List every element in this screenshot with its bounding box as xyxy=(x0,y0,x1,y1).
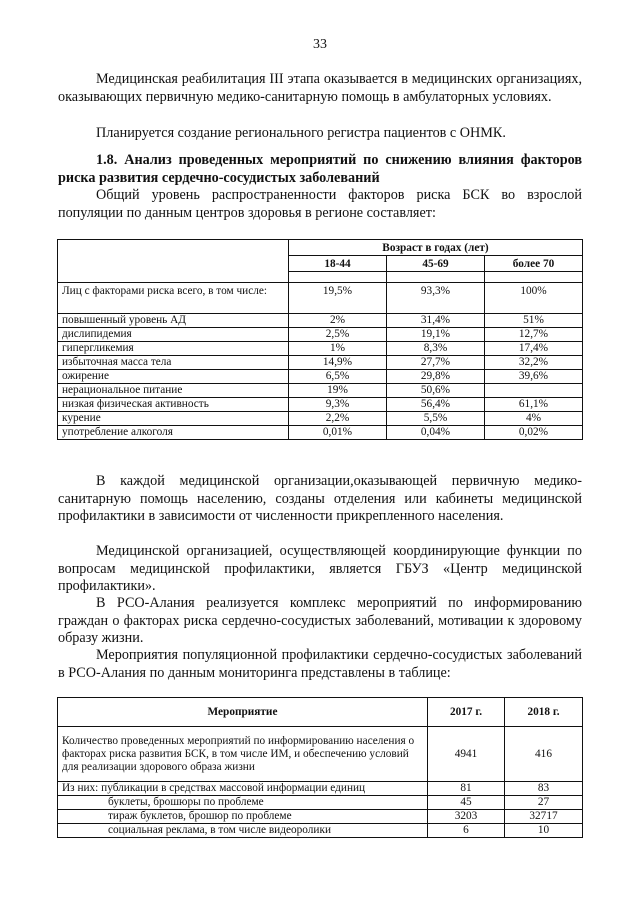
cell-value: 19,5% xyxy=(289,283,387,314)
cell-value: 8,3% xyxy=(387,342,485,356)
table-row xyxy=(58,398,583,412)
cell-value: 61,1% xyxy=(485,398,583,412)
table-row xyxy=(58,342,583,356)
row-label: повышенный уровень АД xyxy=(58,314,289,328)
cell-value: 45 xyxy=(428,796,505,810)
cell-value: 0,02% xyxy=(485,426,583,440)
cell-value: 0,01% xyxy=(289,426,387,440)
empty-cell xyxy=(289,272,387,283)
age-group-header: Возраст в годах (лет) xyxy=(289,240,583,256)
empty-cell xyxy=(485,272,583,283)
cell-value: 27 xyxy=(505,796,583,810)
cell-value: 32717 xyxy=(505,810,583,824)
table-row xyxy=(58,727,583,782)
cell-value: 83 xyxy=(505,782,583,796)
table-row xyxy=(58,384,583,398)
cell-value: 50,6% xyxy=(387,384,485,398)
cell-value: 10 xyxy=(505,824,583,838)
table-corner-cell xyxy=(58,240,289,283)
cell-value: 100% xyxy=(485,283,583,314)
column-header: 2018 г. xyxy=(505,698,583,727)
table-row xyxy=(58,283,583,314)
table-row xyxy=(58,810,583,824)
table-row xyxy=(58,824,583,838)
cell-value: 19% xyxy=(289,384,387,398)
cell-value: 51% xyxy=(485,314,583,328)
cell-value: 0,04% xyxy=(387,426,485,440)
section-heading: 1.8. Анализ проведенных мероприятий по снижению влияния факторов риска развития сердечно-сосудистых заболеваний xyxy=(58,152,582,186)
paragraph-monitoring-intro: Мероприятия популяционной профилактики сердечно-сосудистых заболеваний в РСО-Алания по данным мониторинга представлены в таблице: xyxy=(58,647,582,681)
row-label: тираж буклетов, брошюр по проблеме xyxy=(58,810,428,824)
events-table xyxy=(57,697,583,838)
cell-value: 1% xyxy=(289,342,387,356)
risk-factors-table xyxy=(57,239,583,440)
table-row xyxy=(58,356,583,370)
cell-value: 6,5% xyxy=(289,370,387,384)
row-label: социальная реклама, в том числе видеоролики xyxy=(58,824,428,838)
column-header: 18-44 xyxy=(289,256,387,272)
table-row xyxy=(58,328,583,342)
cell-value xyxy=(485,384,583,398)
column-header: Мероприятие xyxy=(58,698,428,727)
paragraph-coordinating-org: Медицинской организацией, осуществляющей координирующие функции по вопросам медицинской профилактики, является ГБУЗ «Центр медицинской профилактики». xyxy=(58,543,582,594)
cell-value: 4941 xyxy=(428,727,505,782)
paragraph-information-measures: В РСО-Алания реализуется комплекс мероприятий по информированию граждан о факторах риска сердечно-сосудистых заболеваний, мотивации к здоровому образу жизни. xyxy=(58,595,582,646)
cell-value: 3203 xyxy=(428,810,505,824)
table-row xyxy=(58,370,583,384)
cell-value: 19,1% xyxy=(387,328,485,342)
table-row xyxy=(58,782,583,796)
cell-value: 6 xyxy=(428,824,505,838)
row-label: ожирение xyxy=(58,370,289,384)
cell-value: 31,4% xyxy=(387,314,485,328)
row-label: употребление алкоголя xyxy=(58,426,289,440)
column-header: более 70 xyxy=(485,256,583,272)
column-header: 45-69 xyxy=(387,256,485,272)
row-label: гипергликемия xyxy=(58,342,289,356)
row-label: нерациональное питание xyxy=(58,384,289,398)
cell-value: 4% xyxy=(485,412,583,426)
cell-value: 2,5% xyxy=(289,328,387,342)
row-label: низкая физическая активность xyxy=(58,398,289,412)
cell-value: 93,3% xyxy=(387,283,485,314)
paragraph-rehabilitation: Медицинская реабилитация III этапа оказывается в медицинских организациях, оказывающих первичную медико-санитарную помощь в амбулаторных условиях. xyxy=(58,71,582,105)
row-label: Из них: публикации в средствах массовой информации единиц xyxy=(58,782,428,796)
cell-value: 2% xyxy=(289,314,387,328)
row-label: избыточная масса тела xyxy=(58,356,289,370)
row-label: буклеты, брошюры по проблеме xyxy=(58,796,428,810)
table-row xyxy=(58,426,583,440)
column-header: 2017 г. xyxy=(428,698,505,727)
table-row xyxy=(58,314,583,328)
row-label: Количество проведенных мероприятий по информированию населения о факторах риска развития БСК, в том числе ИМ, и обеспечению условий для реализации здорового образа жизни xyxy=(58,727,428,782)
row-label: курение xyxy=(58,412,289,426)
row-label: дислипидемия xyxy=(58,328,289,342)
cell-value: 17,4% xyxy=(485,342,583,356)
cell-value: 14,9% xyxy=(289,356,387,370)
table-row xyxy=(58,796,583,810)
paragraph-prevention-units: В каждой медицинской организации,оказывающей первичную медико-санитарную помощь населению, созданы отделения или кабинеты медицинской профилактики в зависимости от численности прикрепленного населения. xyxy=(58,473,582,524)
cell-value: 29,8% xyxy=(387,370,485,384)
cell-value: 5,5% xyxy=(387,412,485,426)
paragraph-registry: Планируется создание регионального регистра пациентов с ОНМК. xyxy=(96,125,506,141)
table-row xyxy=(58,412,583,426)
row-label: Лиц с факторами риска всего, в том числе: xyxy=(58,283,289,314)
cell-value: 39,6% xyxy=(485,370,583,384)
paragraph-risk-intro: Общий уровень распространенности факторов риска БСК во взрослой популяции по данным центров здоровья в регионе составляет: xyxy=(58,187,582,221)
cell-value: 416 xyxy=(505,727,583,782)
page-number: 33 xyxy=(313,37,327,52)
cell-value: 32,2% xyxy=(485,356,583,370)
cell-value: 12,7% xyxy=(485,328,583,342)
empty-cell xyxy=(387,272,485,283)
cell-value: 27,7% xyxy=(387,356,485,370)
cell-value: 56,4% xyxy=(387,398,485,412)
cell-value: 9,3% xyxy=(289,398,387,412)
cell-value: 81 xyxy=(428,782,505,796)
cell-value: 2,2% xyxy=(289,412,387,426)
